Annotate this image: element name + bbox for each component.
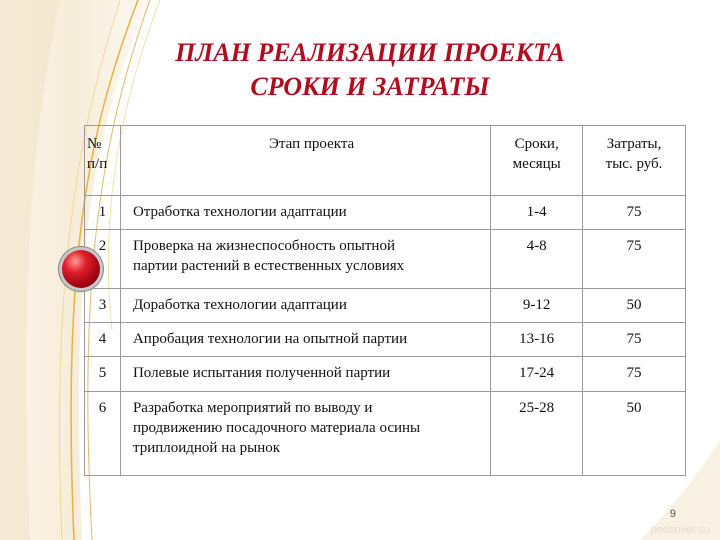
row-cost: 50 xyxy=(583,392,686,476)
title-line-2: СРОКИ И ЗАТРАТЫ xyxy=(250,72,490,101)
row-term: 25-28 xyxy=(491,392,583,476)
page-number: 9 xyxy=(669,508,676,520)
row-stage: Апробация технологии на опытной партии xyxy=(120,323,490,357)
header-stage: Этап проекта xyxy=(120,126,490,196)
row-stage: Отработка технологии адаптации xyxy=(120,196,490,230)
row-term: 13-16 xyxy=(491,323,583,357)
row-num: 2 xyxy=(85,230,121,289)
row-cost: 75 xyxy=(583,196,686,230)
watermark: pedsovet.su xyxy=(650,524,710,536)
header-cost: Затраты, тыс. руб. xyxy=(583,126,686,196)
table-row xyxy=(85,323,686,357)
row-num: 5 xyxy=(85,357,121,392)
table-row xyxy=(85,289,686,323)
row-cost: 75 xyxy=(583,230,686,289)
row-cost: 75 xyxy=(583,357,686,392)
title-line-1: ПЛАН РЕАЛИЗАЦИИ ПРОЕКТА xyxy=(175,38,565,67)
row-term: 9-12 xyxy=(491,289,583,323)
row-term: 17-24 xyxy=(491,357,583,392)
row-stage: Полевые испытания полученной партии xyxy=(120,357,490,392)
row-stage: Проверка на жизнеспособность опытной партии растений в естественных условиях xyxy=(120,230,490,289)
row-term: 4-8 xyxy=(491,230,583,289)
header-num: № п/п xyxy=(85,126,121,196)
row-num: 3 xyxy=(85,289,121,323)
row-stage: Доработка технологии адаптации xyxy=(120,289,490,323)
table-row xyxy=(85,357,686,392)
row-num: 4 xyxy=(85,323,121,357)
row-cost: 75 xyxy=(583,323,686,357)
table-header-row xyxy=(85,126,686,196)
row-cost: 50 xyxy=(583,289,686,323)
row-term: 1-4 xyxy=(491,196,583,230)
row-num: 6 xyxy=(85,392,121,476)
table-row xyxy=(85,196,686,230)
table-row xyxy=(85,230,686,289)
header-term: Сроки, месяцы xyxy=(491,126,583,196)
project-plan-table xyxy=(84,125,686,476)
row-num: 1 xyxy=(85,196,121,230)
table-row xyxy=(85,392,686,476)
row-stage: Разработка мероприятий по выводу и продвижению посадочного материала осины триплоидной на рынок xyxy=(120,392,490,476)
page-title xyxy=(90,36,650,104)
red-ball-icon xyxy=(62,250,100,288)
